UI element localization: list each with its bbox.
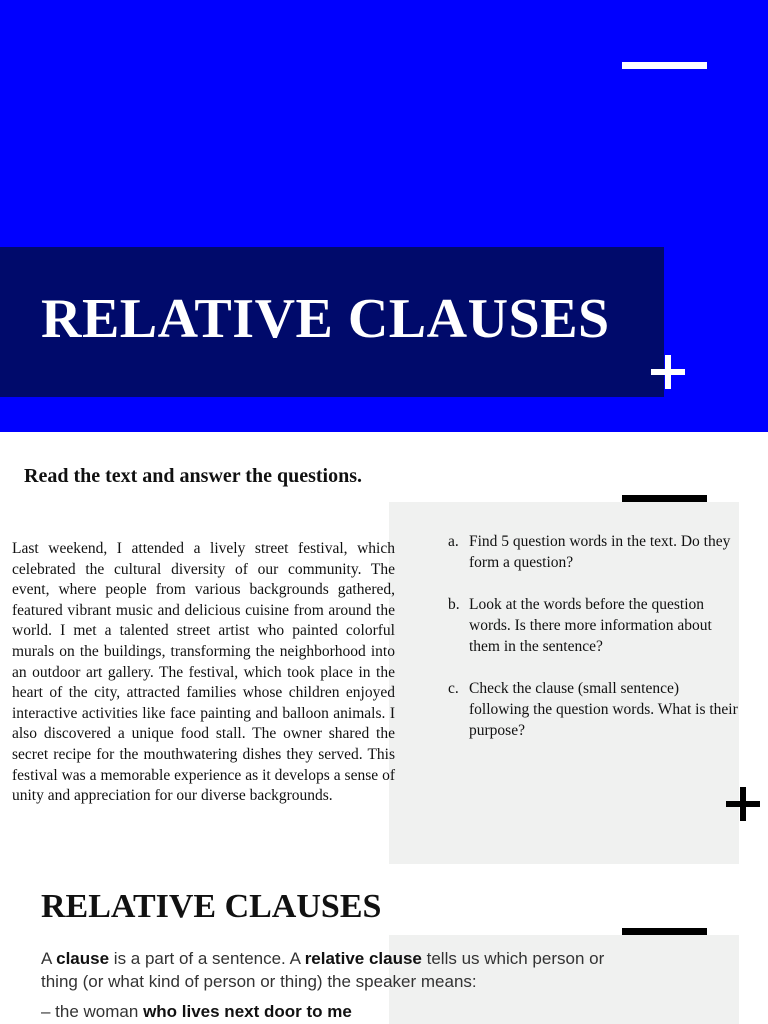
definition-example — [41, 1002, 352, 1022]
definition-text-part: is a part of a sentence. A — [109, 949, 305, 968]
definition-title: RELATIVE CLAUSES — [41, 888, 382, 925]
slide-title: RELATIVE CLAUSES — [41, 288, 610, 350]
example-prefix: – the woman — [41, 1002, 144, 1021]
reading-passage: Last weekend, I attended a lively street festival, which celebrated the cultural diversity of our community. The event, where people from various backgrounds gathered, featured vibrant music and delicious cuisine from around the world. I met a talented street artist who painted colorful murals on the buildings, transforming the neighborhood into an outdoor art gallery. The festival, which took place in the heart of the city, attracted families whose children enjoyed interactive activities like face painting and balloon animals. I also discovered a unique food stall. The owner shared the secret recipe for the mouthwatering dishes they served. This festival was a memorable experience as it develops a sense of unity and appreciation for our diverse backgrounds. — [12, 540, 395, 805]
question-letter: c. — [448, 680, 459, 697]
question-letter: a. — [448, 533, 459, 550]
title-slide — [0, 0, 768, 432]
minus-icon — [622, 928, 707, 935]
definition-text-part: A — [41, 949, 57, 968]
minus-icon — [622, 62, 707, 69]
instruction-heading: Read the text and answer the questions. — [24, 465, 362, 487]
plus-icon — [726, 787, 760, 821]
reading-slide — [0, 432, 768, 864]
minus-icon — [622, 495, 707, 502]
question-item — [448, 594, 738, 657]
definition-text — [41, 947, 621, 993]
plus-icon — [651, 355, 685, 389]
example-clause: who lives next door to me — [143, 1002, 352, 1021]
question-letter: b. — [448, 596, 460, 613]
question-list — [448, 531, 738, 762]
question-text: Check the clause (small sentence) following the question words. What is their purpose? — [469, 680, 738, 739]
question-item — [448, 678, 738, 741]
definition-slide — [0, 864, 768, 1024]
question-item — [448, 531, 738, 573]
question-text: Find 5 question words in the text. Do they form a question? — [469, 533, 731, 571]
term-relative-clause: relative clause — [304, 949, 422, 968]
term-clause: clause — [56, 949, 110, 968]
question-text: Look at the words before the question words. Is there more information about them in the sentence? — [469, 596, 712, 655]
definition-text-part: tells us which person or thing (or what kind of person or thing) the speaker means: — [41, 949, 605, 991]
